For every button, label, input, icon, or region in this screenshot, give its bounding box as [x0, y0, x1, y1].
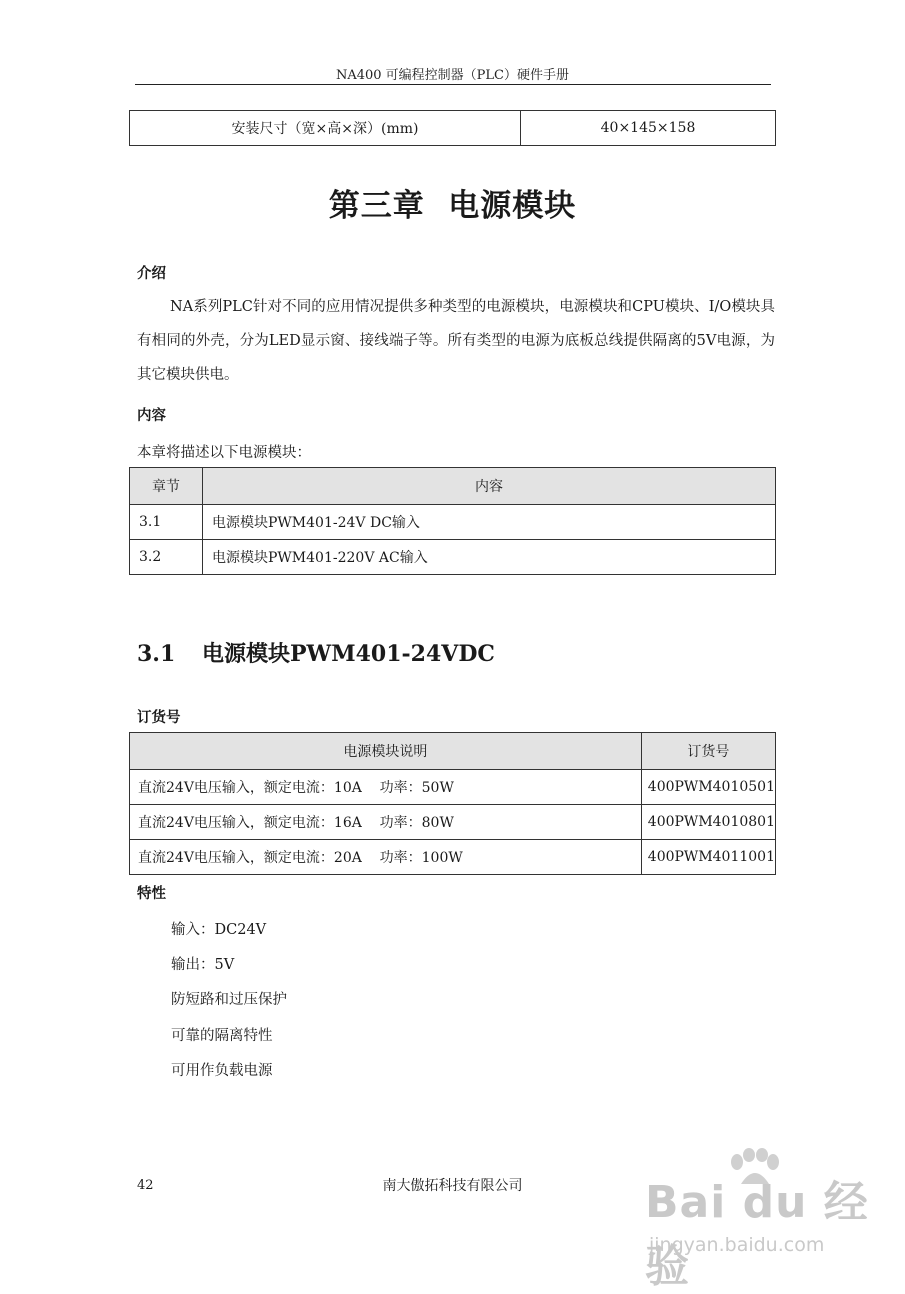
section-number: 3.1 — [137, 641, 176, 667]
module-description: 直流24V电压输入，额定电流：20A 功率：100W — [130, 840, 642, 875]
footer-company: 南大傲拓科技有限公司 — [382, 1178, 523, 1194]
feature-item: 输入：DC24V — [171, 922, 267, 938]
table-row — [130, 111, 776, 146]
module-description: 直流24V电压输入，额定电流：10A 功率：50W — [130, 770, 642, 805]
section-title — [137, 637, 495, 668]
column-header-content: 内容 — [203, 468, 776, 505]
intro-paragraph — [137, 290, 775, 392]
table-row — [130, 840, 776, 875]
table-row — [130, 540, 776, 575]
table-row — [130, 805, 776, 840]
order-number: 400PWM4011001 — [641, 840, 775, 875]
contents-intro: 本章将描述以下电源模块： — [137, 445, 311, 461]
features-heading: 特性 — [137, 886, 166, 902]
table-row — [130, 505, 776, 540]
baidu-watermark — [645, 1150, 895, 1292]
table-row — [130, 770, 776, 805]
watermark-url: jingyan.baidu.com — [649, 1234, 825, 1256]
column-header-chapter: 章节 — [130, 468, 203, 505]
order-number: 400PWM4010501 — [641, 770, 775, 805]
order-table — [129, 732, 776, 875]
feature-item: 可用作负载电源 — [171, 1063, 273, 1079]
chapter-content: 电源模块PWM401-220V AC输入 — [203, 540, 776, 575]
feature-item: 输出：5V — [171, 957, 235, 973]
dimensions-table — [129, 110, 776, 146]
dimensions-label: 安装尺寸（宽×高×深）(mm) — [130, 111, 521, 146]
order-number: 400PWM4010801 — [641, 805, 775, 840]
page-header-title: NA400 可编程控制器（PLC）硬件手册 — [335, 68, 570, 83]
chapter-title: 第三章 电源模块 — [328, 188, 577, 224]
column-header-description: 电源模块说明 — [130, 733, 642, 770]
page-number: 42 — [137, 1178, 154, 1193]
dimensions-value: 40×145×158 — [521, 111, 776, 146]
watermark-brand: Bai du 经验 — [645, 1177, 869, 1292]
column-header-order-number: 订货号 — [641, 733, 775, 770]
feature-item: 可靠的隔离特性 — [171, 1028, 273, 1044]
chapter-number: 3.1 — [130, 505, 203, 540]
chapter-content: 电源模块PWM401-24V DC输入 — [203, 505, 776, 540]
module-description: 直流24V电压输入，额定电流：16A 功率：80W — [130, 805, 642, 840]
feature-item: 防短路和过压保护 — [171, 992, 287, 1008]
header-rule — [135, 84, 771, 85]
chapter-number: 3.2 — [130, 540, 203, 575]
order-heading: 订货号 — [137, 710, 181, 726]
section-title-text: 电源模块PWM401-24VDC — [202, 641, 495, 667]
contents-heading: 内容 — [137, 408, 166, 424]
contents-table — [129, 467, 776, 575]
intro-heading: 介绍 — [137, 266, 166, 282]
intro-paragraph-text: NA系列PLC针对不同的应用情况提供多种类型的电源模块，电源模块和CPU模块、I/O模块具有相同的外壳，分为LED显示窗、接线端子等。所有类型的电源为底板总线提供隔离的5V电源，为其它模块供电。 — [137, 299, 775, 383]
table-header-row — [130, 468, 776, 505]
table-header-row — [130, 733, 776, 770]
